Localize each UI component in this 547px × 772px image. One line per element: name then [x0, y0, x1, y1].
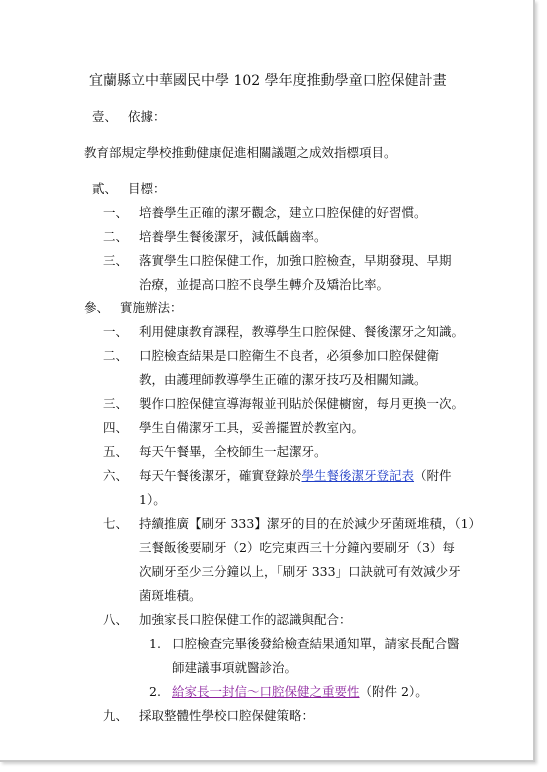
method-8-text: 加強家長口腔保健工作的認識與配合： — [139, 612, 352, 627]
section-3-heading: 實施辦法： — [120, 300, 183, 315]
goal-2-text: 培養學生餐後潔牙，減低齲齒率。 — [139, 229, 327, 244]
section-3-number: 參、 — [84, 300, 110, 315]
brushing-log-form-link[interactable]: 學生餐後潔牙登記表 — [301, 468, 415, 483]
method-2-number: 二、 — [103, 348, 129, 363]
method-5-text: 每天午餐畢，全校師生一起潔牙。 — [139, 444, 327, 459]
method-4-number: 四、 — [103, 420, 129, 435]
sub-1-text-line-2: 師建議事項就醫診治。 — [172, 660, 298, 675]
sub-2-text — [172, 684, 428, 700]
method-6-text-line-1 — [139, 468, 452, 484]
sub-1-number: 1. — [149, 636, 161, 651]
section-1-text: 教育部規定學校推動健康促進相關議題之成效指標項目。 — [84, 145, 397, 160]
method-3-text: 製作口腔保健宣導海報並刊貼於保健櫥窗，每月更換一次。 — [139, 396, 465, 411]
sub-1-text-line-1: 口腔檢查完畢後發給檢查結果通知單，請家長配合醫 — [172, 636, 460, 651]
sub-2-text-post: （附件 2）。 — [359, 684, 428, 699]
method-7-text-line-2: 三餐飯後要刷牙（2）吃完東西三十分鐘內要刷牙（3）每 — [139, 540, 455, 555]
method-1-number: 一、 — [103, 324, 129, 339]
section-2-heading: 目標： — [128, 181, 166, 196]
method-7-number: 七、 — [103, 516, 129, 531]
method-3-number: 三、 — [103, 396, 129, 411]
method-2-text-line-2: 教，由護理師教導學生正確的潔牙技巧及相關知識。 — [139, 372, 427, 387]
section-2-number: 貳、 — [92, 181, 118, 196]
method-5-number: 五、 — [103, 444, 129, 459]
goal-3-number: 三、 — [103, 253, 129, 268]
method-8-number: 八、 — [103, 612, 129, 627]
method-6-text-post: （附件 — [414, 468, 452, 483]
document-title: 宜蘭縣立中華國民中學 102 學年度推動學童口腔保健計畫 — [89, 73, 447, 89]
goal-3-text-line-2: 治療，並提高口腔不良學生轉介及矯治比率。 — [139, 277, 390, 292]
method-6-number: 六、 — [103, 468, 129, 483]
goal-1-number: 一、 — [103, 205, 129, 220]
sub-2-number: 2. — [149, 684, 161, 699]
method-7-text-line-3: 次刷牙至少三分鐘以上，「刷牙 333」口訣就可有效減少牙 — [139, 564, 461, 579]
parent-letter-link[interactable]: 給家長一封信～口腔保健之重要性 — [172, 684, 360, 699]
goal-3-text-line-1: 落實學生口腔保健工作，加強口腔檢查，早期發現、早期 — [139, 253, 452, 268]
method-1-text: 利用健康教育課程，教導學生口腔保健、餐後潔牙之知識。 — [139, 324, 465, 339]
goal-2-number: 二、 — [103, 229, 129, 244]
method-7-text-line-4: 菌斑堆積。 — [139, 588, 202, 603]
section-1-heading: 依據： — [128, 109, 166, 124]
method-9-number: 九、 — [103, 708, 129, 723]
method-4-text: 學生自備潔牙工具，妥善擺置於教室內。 — [139, 420, 365, 435]
method-7-text-line-1: 持續推廣【刷牙 333】潔牙的目的在於減少牙菌斑堆積，（1） — [139, 516, 482, 531]
section-1-number: 壹、 — [92, 109, 118, 124]
method-2-text-line-1: 口腔檢查結果是口腔衛生不良者，必須參加口腔保健衛 — [139, 348, 440, 363]
method-9-text: 採取整體性學校口腔保健策略： — [139, 708, 315, 723]
method-6-text-pre: 每天午餐後潔牙，確實登錄於 — [139, 468, 302, 483]
method-6-text-line-2: 1）。 — [139, 492, 166, 507]
goal-1-text: 培養學生正確的潔牙觀念，建立口腔保健的好習慣。 — [139, 205, 427, 220]
